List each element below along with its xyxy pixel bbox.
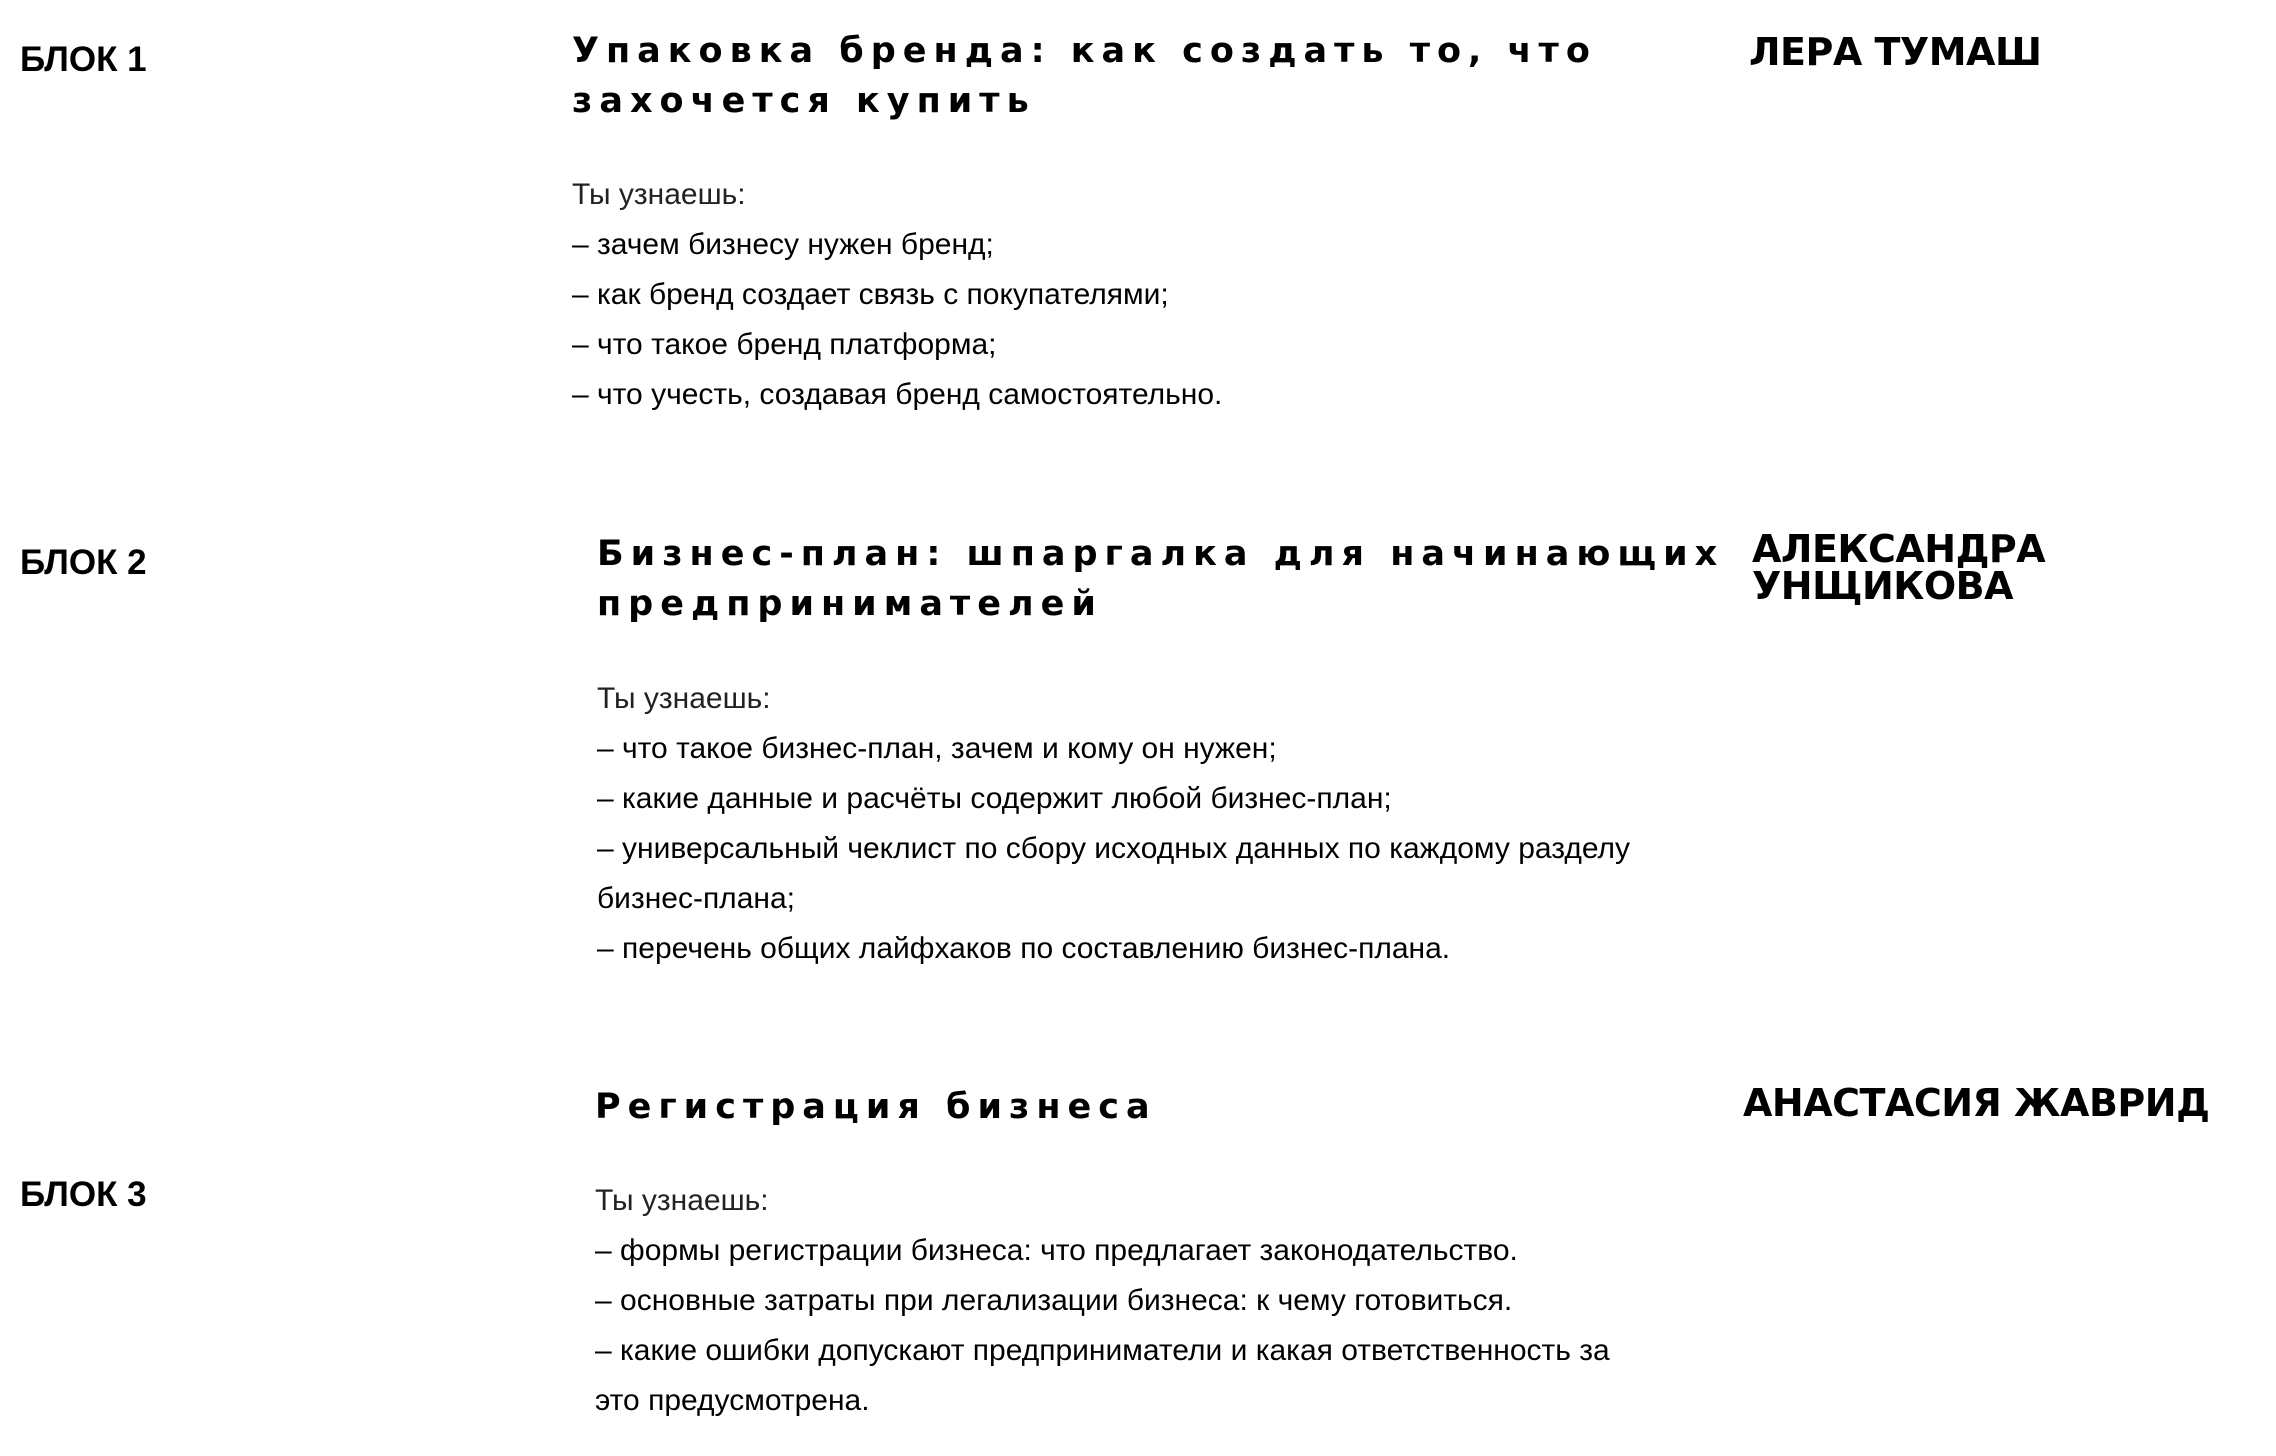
block-title	[572, 26, 1597, 126]
block-description	[597, 674, 1630, 974]
speaker-name-line: АНАСТАСИЯ ЖАВРИД	[1743, 1081, 2210, 1125]
description-point: – что учесть, создавая бренд самостоятельно.	[572, 378, 1223, 411]
block-title-line: Регистрация бизнеса	[595, 1087, 1157, 1127]
description-point: – что такое бизнес-план, зачем и кому он нужен;	[597, 732, 1277, 765]
block-label: БЛОК 2	[20, 543, 147, 582]
block-description	[595, 1176, 1610, 1426]
speaker-name-line: ЛЕРА ТУМАШ	[1749, 30, 2042, 74]
description-point: – какие ошибки допускают предприниматели и какая ответственность за	[595, 1334, 1610, 1367]
description-point: это предусмотрена.	[595, 1384, 870, 1417]
speaker-name	[1749, 30, 2042, 74]
description-point: бизнес-плана;	[597, 882, 795, 915]
block-title-line: предпринимателей	[597, 584, 1103, 624]
description-intro: Ты узнаешь:	[595, 1184, 769, 1217]
speaker-name	[1743, 1081, 2210, 1125]
speaker-name-line: УНЩИКОВА	[1752, 564, 2014, 608]
description-point: – перечень общих лайфхаков по составлению бизнес-плана.	[597, 932, 1451, 965]
description-intro: Ты узнаешь:	[572, 178, 746, 211]
block-label: БЛОК 1	[20, 40, 147, 79]
description-point: – основные затраты при легализации бизнеса: к чему готовиться.	[595, 1284, 1513, 1317]
block-title-line: захочется купить	[572, 81, 1036, 121]
description-point: – что такое бренд платформа;	[572, 328, 997, 361]
block-title-line: Упаковка бренда: как создать то, что	[572, 31, 1597, 71]
description-intro: Ты узнаешь:	[597, 682, 771, 715]
description-point: – формы регистрации бизнеса: что предлагает законодательство.	[595, 1234, 1518, 1267]
description-point: – как бренд создает связь с покупателями;	[572, 278, 1169, 311]
description-point: – зачем бизнесу нужен бренд;	[572, 228, 994, 261]
block-title	[597, 529, 1724, 629]
block-title	[595, 1082, 1157, 1132]
block-label: БЛОК 3	[20, 1175, 147, 1214]
description-point: – универсальный чеклист по сбору исходных данных по каждому разделу	[597, 832, 1631, 865]
speaker-name-line: АЛЕКСАНДРА	[1752, 527, 2046, 571]
description-point: – какие данные и расчёты содержит любой бизнес-план;	[597, 782, 1392, 815]
block-title-line: Бизнес-план: шпаргалка для начинающих	[597, 534, 1725, 574]
block-description	[572, 170, 1222, 420]
speaker-name	[1752, 527, 2046, 608]
